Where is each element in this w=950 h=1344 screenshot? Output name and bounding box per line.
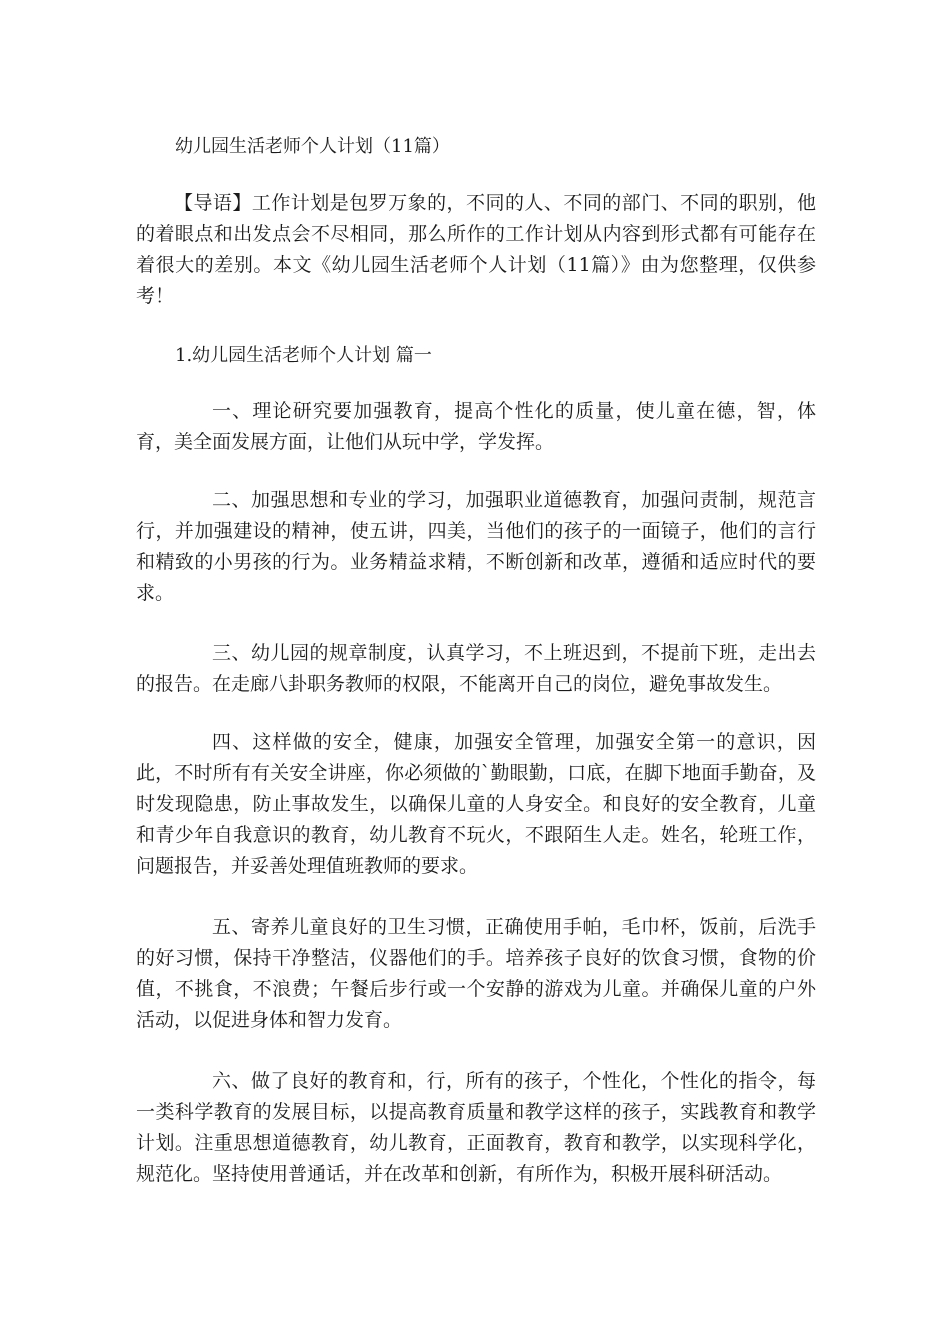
plan-item-5: 五、寄养儿童良好的卫生习惯，正确使用手帕，毛巾杯，饭前，后洗手的好习惯，保持干净整洁，仪器他们的手。培养孩子良好的饮食习惯，食物的价值，不挑食，不浪费；午餐后步行或一个安静的游戏为儿童。并确保儿童的户外活动，以促进身体和智力发育。 <box>136 916 816 1031</box>
plan-item-4: 四、这样做的安全，健康，加强安全管理，加强安全第一的意识，因此，不时所有有关安全讲座，你必须做的`勤眼勤，口底，在脚下地面手勤奋，及时发现隐患，防止事故发生，以确保儿童的人身安全。和良好的安全教育，儿童和青少年自我意识的教育，幼儿教育不玩火，不跟陌生人走。姓名，轮班工作，问题报告，并妥善处理值班教师的要求。 <box>136 731 816 877</box>
plan-item-6: 六、做了良好的教育和，行，所有的孩子，个性化，个性化的指令，每一类科学教育的发展目标，以提高教育质量和教学这样的孩子，实践教育和教学计划。注重思想道德教育，幼儿教育，正面教育，教育和教学，以实现科学化，规范化。坚持使用普通话，并在改革和创新，有所作为，积极开展科研活动。 <box>136 1070 816 1185</box>
intro-paragraph: 【导语】工作计划是包罗万象的，不同的人、不同的部门、不同的职别，他的着眼点和出发点会不尽相同，那么所作的工作计划从内容到形式都有可能存在着很大的差别。本文《幼儿园生活老师个人计划（11篇）》由为您整理，仅供参考！ <box>136 192 816 307</box>
plan-item-3: 三、幼儿园的规章制度，认真学习，不上班迟到，不提前下班，走出去的报告。在走廊八卦职务教师的权限，不能离开自己的岗位，避免事故发生。 <box>136 642 816 695</box>
section-heading: 1.幼儿园生活老师个人计划 篇一 <box>175 345 432 366</box>
plan-item-1: 一、理论研究要加强教育，提高个性化的质量，使儿童在德，智，体育，美全面发展方面，让他们从玩中学，学发挥。 <box>136 400 816 453</box>
plan-item-2: 二、加强思想和专业的学习，加强职业道德教育，加强问责制，规范言行，并加强建设的精神，使五讲，四美，当他们的孩子的一面镜子，他们的言行和精致的小男孩的行为。业务精益求精，不断创新和改革，遵循和适应时代的要求。 <box>136 489 816 604</box>
document-title: 幼儿园生活老师个人计划（11篇） <box>175 136 450 157</box>
